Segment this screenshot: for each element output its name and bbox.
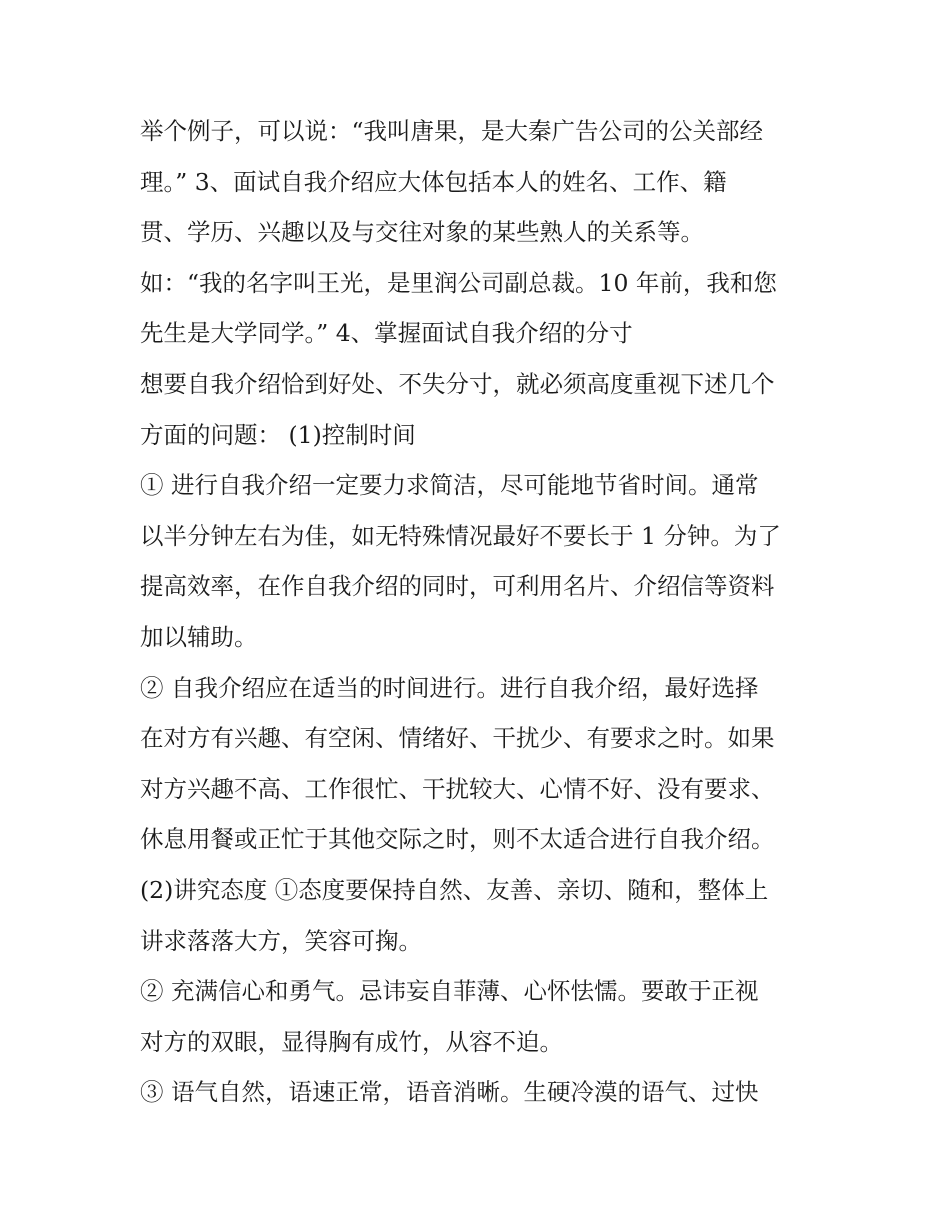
text-line: 举个例子，可以说：“我叫唐果，是大秦广告公司的公关部经 xyxy=(140,117,764,145)
text-line: 如：“我的名字叫王光，是里润公司副总裁。10 年前，我和您 xyxy=(140,268,777,297)
text-line: (2)讲究态度 ①态度要保持自然、友善、亲切、随和，整体上 xyxy=(140,875,769,904)
document-body xyxy=(140,106,820,1118)
text-line: ① 进行自我介绍一定要力求简洁，尽可能地节省时间。通常 xyxy=(140,471,759,500)
text-line: 讲求落落大方，笑容可掬。 xyxy=(140,926,422,955)
text-line: 贯、学历、兴趣以及与交往对象的某些熟人的关系等。 xyxy=(140,218,704,247)
text-line: ③ 语气自然，语速正常，语音消晰。生硬冷漠的语气、过快 xyxy=(140,1078,759,1107)
text-line: 方面的问题： (1)控制时间 xyxy=(140,420,416,449)
text-line: 对方兴趣不高、工作很忙、干扰较大、心情不好、没有要求、 xyxy=(140,774,775,803)
text-line: 在对方有兴趣、有空闲、情绪好、干扰少、有要求之时。如果 xyxy=(140,724,775,753)
text-line: 以半分钟左右为佳，如无特殊情况最好不要长于 1 分钟。为了 xyxy=(140,521,781,550)
text-line: 理。” 3、面试自我介绍应大体包括本人的姓名、工作、籍 xyxy=(140,167,727,196)
text-line: 休息用餐或正忙于其他交际之时，则不太适合进行自我介绍。 xyxy=(140,825,775,854)
text-line: 加以辅助。 xyxy=(140,622,258,651)
text-line: ② 自我介绍应在适当的时间进行。进行自我介绍，最好选择 xyxy=(140,673,759,702)
text-line: 想要自我介绍恰到好处、不失分寸，就必须高度重视下述几个 xyxy=(140,369,775,398)
text-line: 对方的双眼，显得胸有成竹，从容不迫。 xyxy=(140,1027,563,1056)
text-line: ② 充满信心和勇气。忌讳妄自菲薄、心怀怯懦。要敢于正视 xyxy=(140,977,759,1006)
text-line: 提高效率，在作自我介绍的同时，可利用名片、介绍信等资料 xyxy=(140,572,775,601)
text-line: 先生是大学同学。” 4、掌握面试自我介绍的分寸 xyxy=(140,319,633,348)
